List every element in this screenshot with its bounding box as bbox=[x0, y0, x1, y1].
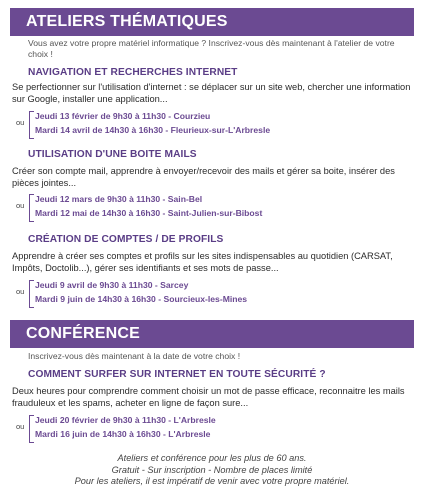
session-date: Mardi 16 juin de 14h30 à 16h30 - L'Arbresle bbox=[35, 429, 211, 439]
session-date: Mardi 9 juin de 14h30 à 16h30 - Sourcieux-les-Mines bbox=[35, 294, 248, 304]
session-date: Jeudi 13 février de 9h30 à 11h30 - Courzieu bbox=[35, 111, 211, 121]
conference-banner bbox=[10, 320, 414, 348]
session-date: Mardi 14 avril de 14h30 à 16h30 - Fleurieux-sur-L'Arbresle bbox=[35, 125, 271, 135]
conference-item-description: Deux heures pour comprendre comment choisir un mot de passe efficace, reconnaitre les mails frauduleux et les spams, acheter en ligne de façon sure... bbox=[12, 386, 405, 408]
atelier-2-title: UTILISATION D'UNE BOITE MAILS bbox=[28, 149, 197, 160]
session-bracket bbox=[29, 194, 34, 222]
ateliers-title: ATELIERS THÉMATIQUES bbox=[26, 13, 228, 30]
session-bracket bbox=[29, 280, 34, 308]
session-date: Mardi 12 mai de 14h30 à 16h30 - Saint-Julien-sur-Bibost bbox=[35, 208, 263, 218]
or-label: ou bbox=[16, 118, 25, 127]
conference-title: CONFÉRENCE bbox=[26, 325, 141, 342]
session-date: Jeudi 12 mars de 9h30 à 11h30 - Sain-Bel bbox=[35, 194, 203, 204]
footer-line-audience: Ateliers et conférence pour les plus de 60 ans. bbox=[117, 453, 307, 463]
ateliers-intro: Vous avez votre propre matériel informatique ? Inscrivez-vous dès maintenant à l'atelier de votre choix ! bbox=[28, 38, 395, 59]
atelier-3-title: CRÉATION DE COMPTES / DE PROFILS bbox=[28, 234, 224, 245]
session-date: Jeudi 20 février de 9h30 à 11h30 - L'Arbresle bbox=[35, 415, 216, 425]
conference-item-title: COMMENT SURFER SUR INTERNET EN TOUTE SÉCURITÉ ? bbox=[28, 369, 326, 380]
conference-intro: Inscrivez-vous dès maintenant à la date de votre choix ! bbox=[28, 351, 241, 361]
or-label: ou bbox=[16, 201, 25, 210]
atelier-2-description: Créer son compte mail, apprendre à envoyer/recevoir des mails et gérer sa boite, insérer des pièces jointes... bbox=[12, 166, 395, 188]
footer-notes bbox=[0, 453, 424, 488]
atelier-1-description: Se perfectionner sur l'utilisation d'internet : se déplacer sur un site web, chercher une information sur Google, installer une application... bbox=[12, 82, 411, 104]
session-bracket bbox=[29, 415, 34, 443]
atelier-1-title: NAVIGATION ET RECHERCHES INTERNET bbox=[28, 67, 238, 78]
session-date: Jeudi 9 avril de 9h30 à 11h30 - Sarcey bbox=[35, 280, 189, 290]
session-bracket bbox=[29, 111, 34, 139]
atelier-3-description: Apprendre à créer ses comptes et profils sur les sites indispensables au quotidien (CARSAT, Impôts, Doctolib...), gérer ses identifiants et ses mots de passe... bbox=[12, 251, 393, 273]
footer-line-registration: Gratuit - Sur inscription - Nombre de places limité bbox=[111, 464, 313, 475]
or-label: ou bbox=[16, 287, 25, 296]
footer-line-equipment: Pour les ateliers, il est impératif de venir avec votre propre matériel. bbox=[74, 476, 350, 486]
or-label: ou bbox=[16, 422, 25, 431]
ateliers-banner bbox=[10, 8, 414, 36]
